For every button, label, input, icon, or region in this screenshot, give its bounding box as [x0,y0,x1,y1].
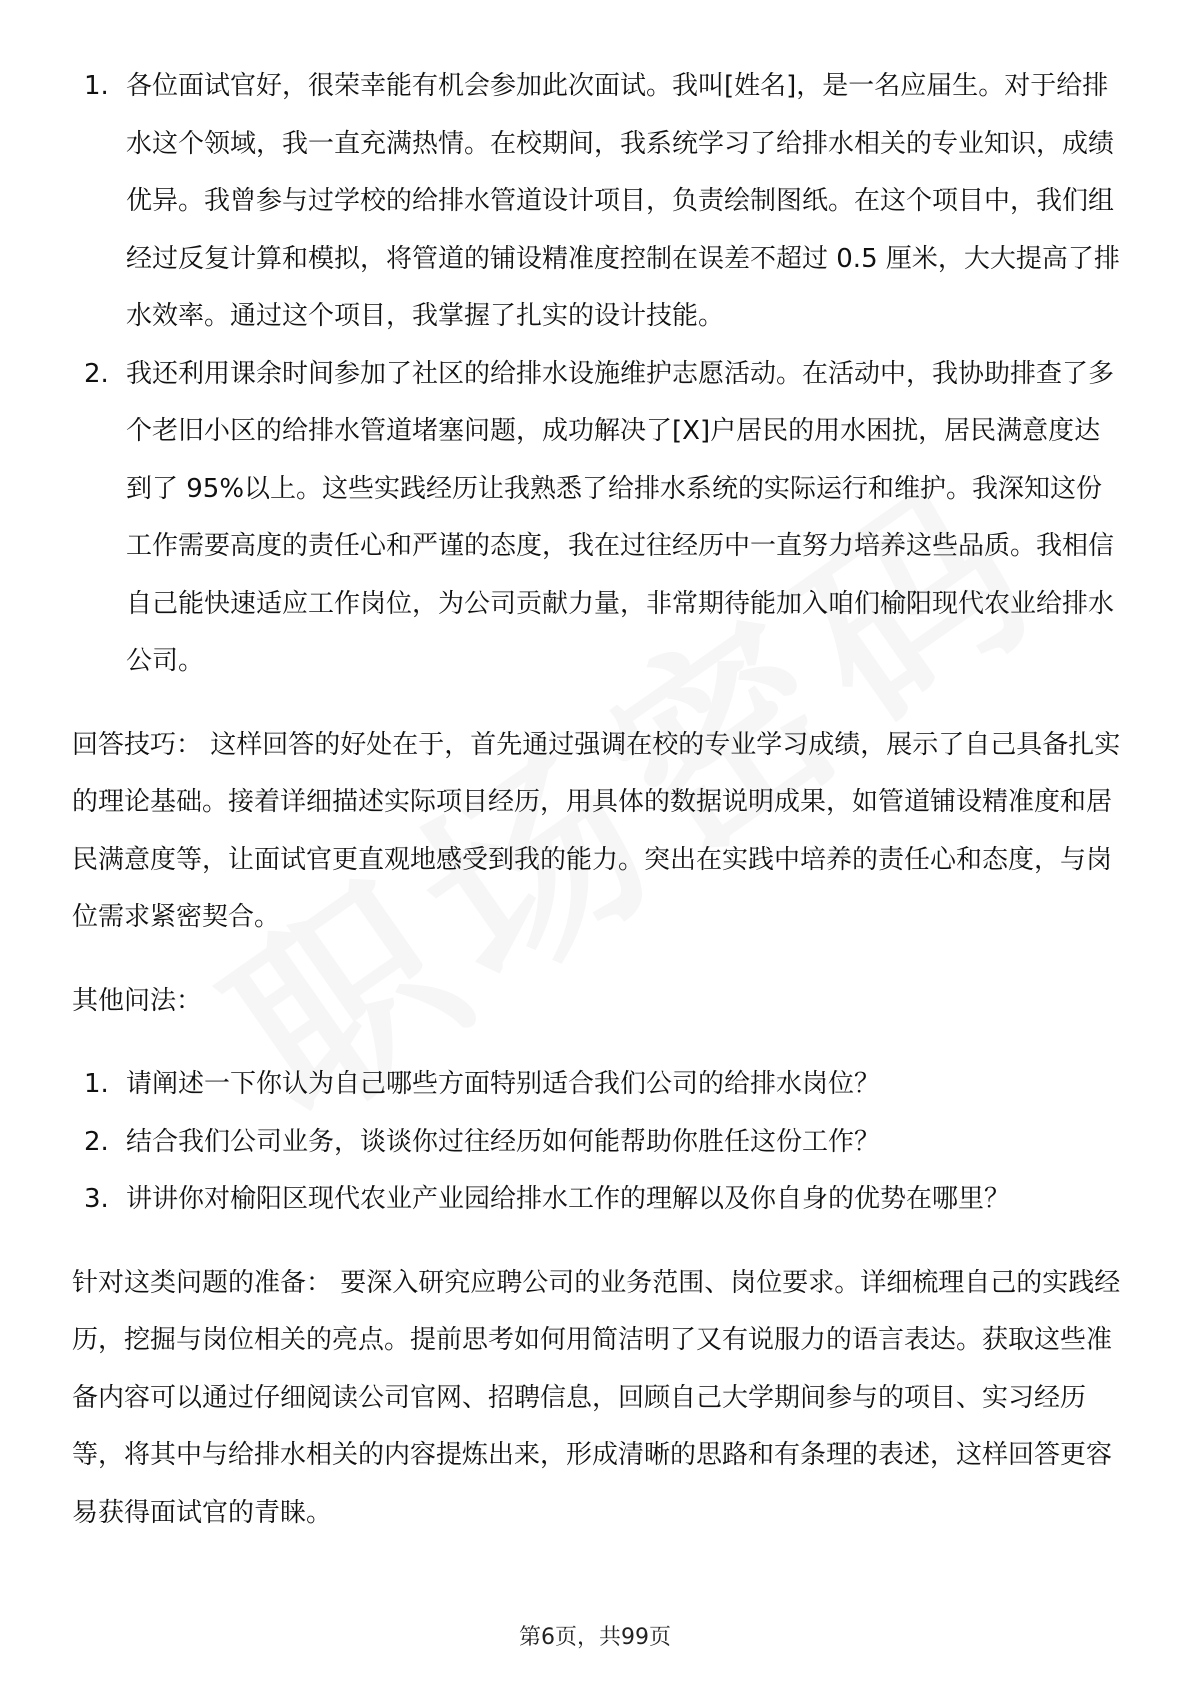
document-content [72,58,1122,1542]
list-number: 2. [84,358,109,389]
tips-label: 回答技巧： [72,729,203,760]
list-text: 讲讲你对榆阳区现代农业产业园给排水工作的理解以及你自身的优势在哪里？ [126,1184,1011,1214]
list-text: 各位面试官好，很荣幸能有机会参加此次面试。我叫[姓名]，是一名应届生。对于给排水这个领域，我一直充满热情。在校期间，我系统学习了给排水相关的专业知识，成绩优异。我曾参与过学校的给排水管道设计项目，负责绘制图纸。在这个项目中，我们组经过反复计算和模拟，将管道的铺设精准度控制在误差不超过 0.5 厘米，大大提高了排水效率。通过这个项目，我掌握了扎实的设计技能。 [126,71,1120,331]
list-item [72,1171,1122,1229]
list-item [72,346,1122,691]
tips-text: 这样回答的好处在于，首先通过强调在校的专业学习成绩，展示了自己具备扎实的理论基础。接着详细描述实际项目经历，用具体的数据说明成果，如管道铺设精准度和居民满意度等，让面试官更直观地感受到我的能力。突出在实践中培养的责任心和态度，与岗位需求紧密契合。 [72,729,1121,932]
answer-tips-paragraph [72,717,1122,947]
list-item [72,1114,1122,1172]
list-number: 1. [84,71,109,101]
list-item [72,1056,1122,1114]
prep-text: 要深入研究应聘公司的业务范围、岗位要求。详细梳理自己的实践经历，挖掘与岗位相关的亮点。提前思考如何用简洁明了又有说服力的语言表达。获取这些准备内容可以通过仔细阅读公司官网、招聘信息，回顾自己大学期间参与的项目、实习经历等，将其中与给排水相关的内容提炼出来，形成清晰的思路和有条理的表述，这样回答更容易获得面试官的青睐。 [72,1267,1121,1528]
list-text: 结合我们公司业务，谈谈你过往经历如何能帮助你胜任这份工作？ [126,1126,881,1157]
prep-label: 针对这类问题的准备： [72,1267,333,1298]
other-questions-list [72,1056,1122,1229]
list-number: 2. [84,1126,109,1157]
list-item [72,58,1122,346]
page-number-footer: 第6页，共99页 [519,1625,671,1650]
list-text: 我还利用课余时间参加了社区的给排水设施维护志愿活动。在活动中，我协助排查了多个老旧小区的给排水管道堵塞问题，成功解决了[X]户居民的用水困扰，居民满意度达到了 95%以上。这些实践经历让我熟悉了给排水系统的实际运行和维护。我深知这份工作需要高度的责任心和严谨的态度，我在过往经历中一直努力培养这些品质。我相信自己能快速适应工作岗位，为公司贡献力量，非常期待能加入咱们榆阳现代农业给排水公司。 [126,358,1115,676]
answer-list [72,58,1122,691]
list-text: 请阐述一下你认为自己哪些方面特别适合我们公司的给排水岗位？ [126,1069,881,1099]
list-number: 1. [84,1069,109,1099]
list-number: 3. [84,1184,109,1214]
other-questions-heading: 其他问法： [72,985,203,1016]
preparation-paragraph [72,1255,1122,1543]
